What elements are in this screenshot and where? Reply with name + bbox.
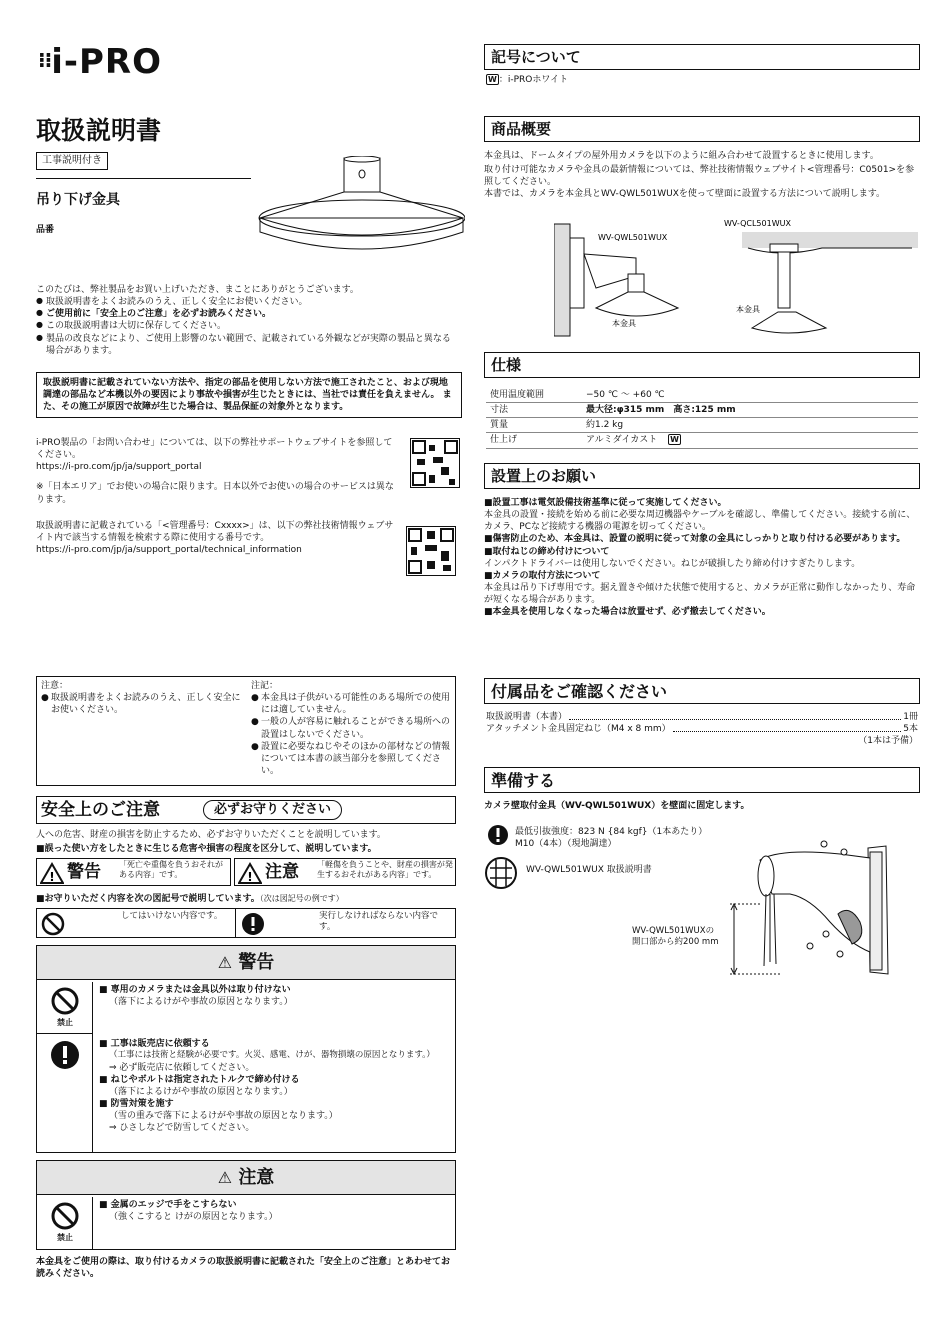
note-heading: 注記： [251, 681, 279, 691]
dimension-note: WV-QWL501WUXの 開口部から約200 mm [632, 926, 719, 948]
mandatory-icon [50, 1040, 80, 1070]
safety-title: 安全上のご注意 [41, 800, 160, 820]
caution-item-desc: （強くこすると けがの原因となります。） [109, 1212, 278, 1223]
intro-item: ● 取扱説明書をよくお読みのうえ、正しく安全にお使いください。 [36, 296, 456, 308]
safety-heading: ■誤った使い方をしたときに生じる危害や損害の程度を区分して、説明しています。 [36, 844, 377, 854]
prep-lead: カメラ壁取付金具（WV-QWL501WUX）を壁面に固定します。 [484, 801, 750, 811]
safety-title-bar [36, 796, 456, 824]
label-ceiling-bracket: WV-QCL501WUX [724, 219, 791, 228]
intro-lead: このたびは、弊社製品をお買い上げいただき、まことにありがとうございます。 [36, 285, 359, 295]
doc-title: 取扱説明書 [36, 116, 162, 145]
note-item: 設置に必要なねじやそのほかの部材などの情報については本書の該当部分を参照してください。 [261, 741, 451, 776]
warning-box [36, 945, 456, 1153]
warning-level-box [36, 858, 231, 886]
qr-code-support[interactable] [410, 438, 460, 488]
warning-label: 警告 [67, 862, 101, 882]
svg-text:!: ! [49, 870, 55, 884]
warning-item-action: ⇒ 必ず販売店に依頼してください。 [109, 1062, 255, 1073]
safety-lead: 人への危害、財産の損害を防止するため、必ずお守りいただくことを説明しています。 [36, 830, 386, 840]
caution-triangle-icon [238, 862, 262, 884]
ceiling-mount-illustration [722, 218, 922, 338]
symbol-heading-note: （次は図記号の例です） [259, 894, 344, 903]
caution-label: 注意 [265, 862, 299, 882]
warning-item-action: ⇒ ひさしなどで防雪してください。 [109, 1123, 255, 1134]
tech-info-url[interactable]: https://i-pro.com/jp/ja/support_portal/technical_information [36, 544, 302, 555]
model-label: 品番 [36, 225, 55, 235]
warning-item-title: ■ 防雪対策を施す [99, 1099, 174, 1110]
section-overview: 商品概要 [484, 116, 920, 142]
caution-item-title: ■ 金属のエッジで手をこすらない [99, 1200, 237, 1210]
wall-bracket-illustration [720, 834, 920, 984]
symbol-legend [36, 908, 456, 938]
support-text: i-PRO製品の「お問い合わせ」については、以下の弊社サポートウェブサイトを参照してください。 [36, 438, 393, 461]
warning-item-title: ■ 専用のカメラまたは金具以外は取り付けない [99, 985, 291, 995]
liability-warning: 取扱説明書に記載されていない方法や、指定の部品を使用しない方法で施工されたこと、および現地調達の部品など本機以外の要因により事故や損害が生じたときには、当社では責任を負えません。 また、その施工が原因で故障が生じた場合は、製品保証の対象外となります。 [36, 372, 462, 418]
prohibit-desc: してはいけない内容です。 [121, 911, 223, 921]
label-this-bracket: 本金具 [612, 319, 636, 328]
safety-footer: 本金具をご使用の際は、取り付けるカメラの取扱説明書に記載された「安全上のご注意」とあわせてお読みください。 [36, 1257, 451, 1280]
note-heading: 注意： [41, 681, 69, 691]
prohibit-icon [50, 986, 80, 1016]
note-item: 本金具は子供がいる可能性のある場所での使用には適していません。 [261, 693, 451, 716]
install-badge: 工事説明付き [36, 152, 108, 170]
warning-item-desc: （落下によるけがや事故の原因となります。） [109, 1086, 293, 1097]
warning-item-desc: （落下によるけがや事故の原因となります。） [109, 997, 293, 1008]
section-symbols: 記号について [484, 44, 920, 70]
prohibit-icon [50, 1201, 80, 1231]
note-item: 一般の人が容易に触れることができる場所への設置はしないでください。 [261, 717, 451, 740]
install-notes: ■設置工事は電気設備技術基準に従って実施してください。 本金具の設置・接続を始める前に必要な周辺機器やケーブルを確認し、準備してください。接続する前に、カメラ、PCなど接続する機器の電源を切ってください。 ■傷害防止のため、本金具は、設置の説明に従って対象の金具にしっかりと取り付ける必要があります。 ■取付ねじの締め付けについて インパクトドライバーは使用しないでください。ねじが破損したり締め付けすぎたりします。 ■カメラの取付方法について 本金具は吊り下げ専用です。据え置きや傾けた状態で使用すると、カメラが正常に動作しなかったり、寿命が短くなる場合があります。 ■本金具を使用しなくなった場合は放置せず、必ず撤去してください。 [484, 498, 916, 618]
warning-desc: 「死亡や重傷を負うおそれがある内容」です。 [119, 860, 223, 880]
section-spec: 仕様 [484, 352, 920, 378]
symbol-heading: ■お守りいただく内容を次の図記号で説明しています。 [36, 894, 260, 904]
prep-reference: WV-QWL501WUX 取扱説明書 [526, 865, 652, 875]
intro-item: ● この取扱説明書は大切に保存してください。 [36, 320, 456, 332]
caution-header: ⚠ 注意 [37, 1161, 455, 1195]
label-this-bracket: 本金具 [736, 305, 760, 314]
white-finish-icon: W [488, 75, 497, 84]
warning-header: ⚠ 警告 [37, 946, 455, 980]
brand-logo: ⁝⁝i-PRO [38, 42, 162, 82]
spec-table: 使用温度範囲 −50 ℃ ～ +60 ℃ 寸法 最大径:φ315 mm 高さ:125 mm 質量 約1.2 kg 仕上げ アルミダイカスト W [486, 388, 918, 449]
overview-text: 本金具は、ドームタイプの屋外用カメラを以下のように組み合わせて設置するときに使用します。 取り付け可能なカメラや金具の最新情報については、弊社技術情報ウェブサイト<管理番号：C0501>を参照してください。 本書では、カメラを本金具とWV-QWL501WUXを使って壁面に設置する方法について説明します。 [484, 151, 915, 200]
support-note: ※「日本エリア」でお使いの場合に限ります。日本以外でお使いの場合のサービスは異なります。 [36, 482, 394, 505]
prohibit-label: 禁止 [57, 1018, 73, 1027]
warning-item-desc: （雪の重みで落下によるけがや事故の原因となります。） [109, 1111, 338, 1122]
label-wall-bracket: WV-QWL501WUX [598, 233, 668, 242]
intro-item: ● ご使用前に「安全上のご注意」を必ずお読みください。 [36, 308, 456, 320]
intro-section [36, 284, 456, 357]
mandatory-desc: 実行しなければならない内容です。 [319, 911, 439, 933]
warning-item-desc: （工事には技術と経験が必要です。火災、感電、けが、器物損壊の原因となります。） [109, 1050, 435, 1061]
section-prep: 準備する [484, 767, 920, 793]
intro-item: ● 製品の改良などにより、ご使用上影響のない範囲で、記載されている外観などが実際の製品と異なる場合があります。 [36, 333, 456, 357]
reference-manual-icon [484, 856, 518, 890]
notes-box: 注意： ● 取扱説明書をよくお読みのうえ、正しく安全にお使いください。 注記： ● 本金具は子供がいる可能性のある場所での使用には適していません。 ● 一般の人が容易に触れることができる場所への設置はしないでください。 ● 設置に必要なねじやそのほかの部材などの情報については本書の該当部分を参照してください。 [36, 676, 456, 786]
svg-text:!: ! [247, 870, 253, 884]
mandatory-icon [241, 912, 265, 936]
prep-spec: 最低引抜強度：823 N {84 kgf}（1本あたり） M10（4本）（現地調達） [515, 827, 708, 850]
tech-info-text: 取扱説明書に記載されている「<管理番号：Cxxxx>」は、以下の弊社技術情報ウェブサイト内で該当する情報を検索する際に使用する番号です。 [36, 520, 394, 543]
section-install: 設置上のお願い [484, 463, 920, 489]
support-info [36, 437, 396, 556]
symbol-item: W ：i-PROホワイト [488, 75, 569, 85]
caution-desc: 「軽傷を負うことや、財産の損害が発生するおそれがある内容」です。 [317, 860, 453, 880]
product-illustration [255, 156, 465, 256]
divider [36, 178, 251, 179]
mandatory-icon [487, 824, 509, 846]
prohibit-icon [41, 912, 65, 936]
product-name: 吊り下げ金具 [36, 192, 120, 208]
qr-code-tech-info[interactable] [406, 526, 456, 576]
support-url[interactable]: https://i-pro.com/jp/ja/support_portal [36, 462, 202, 473]
caution-box [36, 1160, 456, 1250]
wall-mount-illustration [554, 218, 704, 338]
must-follow-badge: 必ずお守りください [203, 800, 342, 820]
prohibit-label: 禁止 [57, 1233, 73, 1242]
section-accessories: 付属品をご確認ください [484, 678, 920, 704]
warning-item-title: ■ ねじやボルトは指定されたトルクで締め付ける [99, 1074, 300, 1085]
caution-level-box [234, 858, 456, 886]
warning-item-title: ■ 工事は販売店に依頼する [99, 1039, 210, 1049]
accessory-list: 取扱説明書（本書） 1冊 アタッチメント金具固定ねじ（M4 x 8 mm） 5本 （1本は予備） [486, 712, 918, 747]
note-item: 取扱説明書をよくお読みのうえ、正しく安全にお使いください。 [51, 693, 241, 716]
warning-triangle-icon [40, 862, 64, 884]
white-finish-icon: W [670, 435, 679, 445]
